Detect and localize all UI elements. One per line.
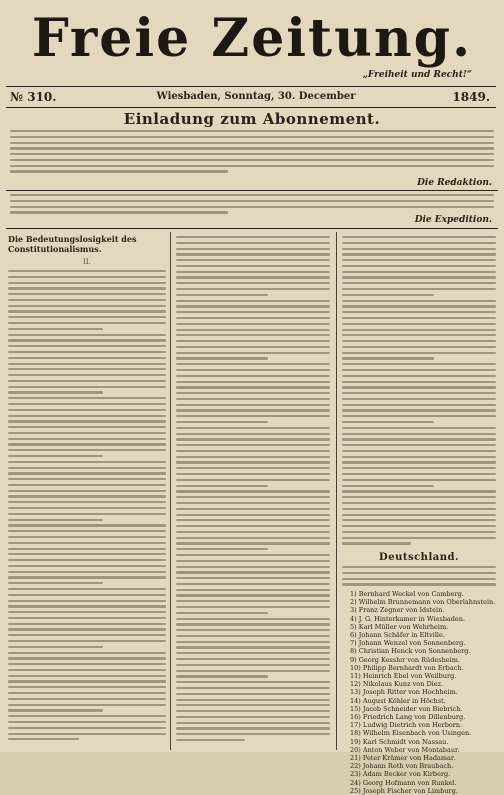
text-line	[176, 612, 268, 614]
masthead	[0, 4, 504, 74]
text-line	[342, 392, 496, 394]
text-line	[342, 253, 496, 255]
list-item: 1) Bernhard Weckel von Camberg.	[350, 590, 464, 598]
text-line	[176, 288, 330, 290]
text-line	[8, 461, 166, 463]
list-item: 9) Georg Kessler von Rüdesheim.	[350, 655, 460, 664]
text-line	[176, 739, 245, 741]
text-line	[8, 293, 166, 295]
deutschland-heading: Deutschland.	[379, 552, 459, 563]
text-line	[8, 391, 103, 393]
text-line	[8, 270, 166, 272]
list-item: 21) Peter Krämer von Hadamar.	[350, 754, 456, 763]
text-line	[176, 392, 330, 394]
text-line	[176, 253, 330, 255]
text-line	[8, 646, 103, 648]
text-line	[8, 611, 166, 613]
text-line	[8, 536, 166, 538]
deutschland-intro	[342, 566, 496, 589]
text-line	[176, 716, 330, 718]
text-line	[342, 305, 496, 307]
text-line	[8, 282, 166, 284]
text-line	[176, 479, 330, 481]
text-line	[342, 531, 496, 533]
text-line	[8, 310, 166, 312]
text-line	[342, 340, 496, 342]
text-line	[8, 519, 103, 521]
text-line	[10, 136, 494, 138]
text-line	[176, 305, 330, 307]
text-line	[8, 733, 166, 735]
text-line	[8, 675, 166, 677]
text-line	[8, 328, 103, 330]
text-line	[8, 501, 166, 503]
text-line	[342, 242, 496, 244]
text-line	[10, 194, 494, 196]
text-line	[8, 600, 166, 602]
text-line	[342, 415, 496, 417]
list-item: 16) Friedrich Lang von Dillenburg.	[350, 713, 466, 722]
text-line	[176, 531, 330, 533]
text-line	[8, 478, 166, 480]
text-line	[176, 311, 330, 313]
text-line	[176, 386, 330, 388]
list-item: 11) Heinrich Ebel von Weilburg.	[350, 672, 457, 681]
list-item: 12) Nikolaus Kunz von Diez.	[350, 680, 444, 689]
text-line	[8, 715, 166, 717]
text-line	[342, 271, 496, 273]
text-line	[342, 300, 496, 302]
text-line	[176, 693, 330, 695]
text-line	[342, 276, 496, 278]
text-line	[8, 548, 166, 550]
list-item: 24) Georg Hofmann von Runkel.	[350, 778, 457, 787]
text-line	[176, 646, 330, 648]
text-line	[342, 542, 411, 544]
text-line	[8, 605, 166, 607]
text-line	[8, 397, 166, 399]
list-item: 17) Ludwig Dietrich von Herborn.	[350, 721, 463, 730]
text-line	[8, 692, 166, 694]
text-line	[176, 566, 330, 568]
text-line	[176, 248, 330, 250]
text-line	[8, 513, 166, 515]
text-line	[176, 519, 330, 521]
text-line	[176, 329, 330, 331]
text-line	[8, 507, 166, 509]
text-line	[176, 722, 330, 724]
text-line	[342, 525, 496, 527]
list-item: 4) J. G. Hinterkamer in Wiesbaden.	[350, 614, 466, 623]
text-line	[342, 346, 496, 348]
text-line	[176, 461, 330, 463]
divider	[6, 228, 498, 229]
text-line	[8, 524, 166, 526]
text-line	[8, 652, 166, 654]
text-line	[342, 461, 496, 463]
text-line	[8, 565, 166, 567]
text-line	[8, 530, 166, 532]
text-line	[342, 508, 496, 510]
text-line	[342, 485, 434, 487]
text-line	[176, 259, 330, 261]
text-line	[8, 334, 166, 336]
text-line	[176, 490, 330, 492]
list-item: 10) Philipp Bernhardt von Erbach.	[350, 663, 464, 672]
text-line	[342, 334, 496, 336]
text-line	[8, 287, 166, 289]
text-line	[8, 380, 166, 382]
text-line	[176, 606, 330, 608]
text-line	[10, 142, 494, 144]
text-line	[8, 738, 79, 740]
text-line	[176, 618, 330, 620]
text-line	[8, 305, 166, 307]
list-item: 18) Wilhelm Eisenbach von Usingen.	[350, 729, 472, 738]
text-line	[176, 710, 330, 712]
text-line	[8, 467, 166, 469]
text-line	[176, 733, 330, 735]
text-line	[176, 271, 330, 273]
text-line	[8, 553, 166, 555]
text-line	[176, 317, 330, 319]
text-line	[176, 687, 330, 689]
text-line	[342, 357, 434, 359]
text-line	[176, 346, 330, 348]
text-line	[176, 363, 330, 365]
text-line	[8, 680, 166, 682]
text-line	[342, 329, 496, 331]
text-line	[176, 600, 330, 602]
text-line	[10, 206, 494, 208]
text-line	[8, 727, 166, 729]
text-line	[8, 374, 166, 376]
text-line	[176, 571, 330, 573]
text-line	[176, 421, 268, 423]
text-line	[342, 317, 496, 319]
text-line	[176, 352, 330, 354]
text-line	[8, 443, 166, 445]
text-line	[176, 300, 330, 302]
text-line	[176, 467, 330, 469]
text-line	[342, 479, 496, 481]
text-line	[8, 484, 166, 486]
column-middle-text	[176, 236, 330, 745]
text-line	[176, 548, 268, 550]
text-line	[176, 554, 330, 556]
text-line	[176, 404, 330, 406]
text-line	[176, 589, 330, 591]
divider	[6, 190, 498, 191]
text-line	[8, 316, 166, 318]
text-line	[8, 299, 166, 301]
text-line	[10, 165, 494, 167]
text-line	[342, 450, 496, 452]
text-line	[176, 681, 330, 683]
text-line	[176, 294, 268, 296]
text-line	[176, 664, 330, 666]
text-line	[8, 420, 166, 422]
expedition-signature: Die Expedition.	[414, 215, 492, 225]
text-line	[176, 357, 268, 359]
text-line	[10, 200, 494, 202]
text-line	[176, 514, 330, 516]
text-line	[8, 686, 166, 688]
text-line	[342, 514, 496, 516]
text-line	[342, 311, 496, 313]
masthead-title: Freie Zeitung.	[31, 8, 473, 69]
text-line	[176, 409, 330, 411]
text-line	[8, 426, 166, 428]
column-left-text	[8, 270, 166, 744]
text-line	[176, 542, 330, 544]
text-line	[8, 721, 166, 723]
list-item: 6) Johann Schäfer in Eltville.	[350, 631, 445, 640]
text-line	[176, 485, 268, 487]
text-line	[176, 473, 330, 475]
text-line	[176, 502, 330, 504]
list-item: 5) Karl Müller von Wehrheim.	[350, 622, 449, 631]
text-line	[8, 582, 103, 584]
text-line	[342, 537, 496, 539]
text-line	[176, 635, 330, 637]
text-line	[342, 288, 496, 290]
text-line	[10, 159, 494, 161]
text-line	[342, 467, 496, 469]
text-line	[8, 640, 166, 642]
text-line	[8, 588, 166, 590]
text-line	[342, 282, 496, 284]
list-item: 8) Christian Henck von Sonnenberg.	[350, 647, 471, 656]
list-item: 19) Karl Schmidt von Nassau.	[350, 737, 449, 746]
text-line	[176, 652, 330, 654]
text-line	[176, 369, 330, 371]
text-line	[10, 147, 494, 149]
text-line	[342, 409, 496, 411]
text-line	[8, 322, 166, 324]
issue-year: 1849.	[452, 90, 490, 104]
text-line	[8, 576, 166, 578]
text-line	[8, 409, 166, 411]
text-line	[176, 508, 330, 510]
name-list	[350, 590, 496, 795]
text-line	[176, 629, 330, 631]
text-line	[176, 525, 330, 527]
text-line	[8, 403, 166, 405]
text-line	[342, 259, 496, 261]
text-line	[8, 709, 103, 711]
article-section-numeral: II.	[83, 258, 91, 266]
text-line	[342, 352, 496, 354]
text-line	[176, 242, 330, 244]
subscription-notice	[10, 194, 494, 217]
text-line	[8, 628, 166, 630]
text-line	[8, 698, 166, 700]
text-line	[8, 663, 166, 665]
text-line	[176, 658, 330, 660]
text-line	[342, 490, 496, 492]
list-item: 2) Wilhelm Brunnemann von Oberlahnstein.	[350, 598, 496, 607]
text-line	[8, 704, 166, 706]
text-line	[342, 433, 496, 435]
text-line	[342, 398, 496, 400]
text-line	[10, 130, 494, 132]
text-line	[342, 248, 496, 250]
text-line	[342, 375, 496, 377]
text-line	[10, 153, 494, 155]
text-line	[176, 675, 268, 677]
text-line	[342, 578, 496, 580]
text-line	[8, 415, 166, 417]
text-line	[176, 699, 330, 701]
text-line	[176, 398, 330, 400]
text-line	[8, 438, 166, 440]
text-line	[8, 657, 166, 659]
column-rule	[170, 232, 171, 750]
text-line	[8, 490, 166, 492]
text-line	[176, 537, 330, 539]
text-line	[342, 236, 496, 238]
text-line	[342, 386, 496, 388]
invitation-body	[10, 130, 494, 176]
column-rule	[336, 232, 337, 750]
text-line	[176, 623, 330, 625]
list-item: 7) Johann Wenzel von Sonnenberg.	[350, 639, 466, 648]
text-line	[8, 449, 166, 451]
list-item: 22) Johann Roth von Braubach.	[350, 762, 454, 771]
text-line	[8, 669, 166, 671]
text-line	[176, 334, 330, 336]
text-line	[176, 594, 330, 596]
text-line	[8, 472, 166, 474]
text-line	[342, 438, 496, 440]
text-line	[8, 357, 166, 359]
text-line	[8, 623, 166, 625]
text-line	[8, 559, 166, 561]
dateline-bar	[6, 86, 496, 108]
text-line	[8, 368, 166, 370]
place-date: Wiesbaden, Sonntag, 30. December	[156, 91, 356, 102]
text-line	[342, 572, 496, 574]
text-line	[8, 386, 166, 388]
text-line	[342, 456, 496, 458]
text-line	[8, 495, 166, 497]
text-line	[10, 170, 228, 172]
text-line	[8, 594, 166, 596]
list-item: 14) August Köhler in Höchst.	[350, 696, 446, 705]
invitation-signature: Die Redaktion.	[417, 178, 492, 188]
text-line	[176, 450, 330, 452]
text-line	[342, 583, 496, 585]
text-line	[8, 432, 166, 434]
text-line	[176, 340, 330, 342]
text-line	[342, 444, 496, 446]
text-line	[176, 236, 330, 238]
text-line	[10, 211, 228, 213]
invitation-title: Einladung zum Abonnement.	[123, 110, 381, 128]
text-line	[342, 369, 496, 371]
list-item: 3) Franz Zegner von Idstein.	[350, 606, 445, 615]
text-line	[342, 265, 496, 267]
text-line	[342, 363, 496, 365]
text-line	[176, 282, 330, 284]
text-line	[342, 421, 434, 423]
text-line	[176, 456, 330, 458]
text-line	[342, 381, 496, 383]
text-line	[176, 276, 330, 278]
text-line	[8, 363, 166, 365]
list-item: 20) Anton Weber von Montabaur.	[350, 745, 460, 754]
text-line	[176, 727, 330, 729]
text-line	[176, 670, 330, 672]
masthead-slogan: „Freiheit und Recht!“	[362, 70, 472, 80]
text-line	[176, 704, 330, 706]
text-line	[176, 375, 330, 377]
text-line	[8, 339, 166, 341]
issue-number: № 310.	[10, 90, 57, 104]
text-line	[176, 438, 330, 440]
text-line	[342, 519, 496, 521]
text-line	[176, 415, 330, 417]
text-line	[176, 577, 330, 579]
text-line	[342, 323, 496, 325]
text-line	[8, 617, 166, 619]
text-line	[8, 455, 103, 457]
text-line	[8, 345, 166, 347]
text-line	[176, 583, 330, 585]
text-line	[176, 323, 330, 325]
article-title: Die Bedeutungslosigkeit des Constitutionalismus.	[8, 234, 137, 254]
text-line	[176, 560, 330, 562]
text-line	[176, 641, 330, 643]
text-line	[176, 433, 330, 435]
list-item: 13) Joseph Ritter von Hochheim.	[350, 688, 458, 697]
list-item: 25) Joseph Fischer von Limburg.	[350, 786, 458, 795]
text-line	[176, 444, 330, 446]
text-line	[342, 427, 496, 429]
text-line	[8, 351, 166, 353]
text-line	[342, 566, 496, 568]
column-right-text	[342, 236, 496, 548]
list-item: 23) Adam Becker von Kirberg.	[350, 770, 451, 779]
text-line	[8, 542, 166, 544]
text-line	[342, 404, 496, 406]
text-line	[176, 427, 330, 429]
text-line	[8, 276, 166, 278]
text-line	[342, 294, 434, 296]
list-item: 15) Jacob Schneider von Biebrich.	[350, 704, 463, 713]
text-line	[176, 381, 330, 383]
text-line	[342, 502, 496, 504]
text-line	[342, 473, 496, 475]
text-line	[8, 634, 166, 636]
text-line	[8, 571, 166, 573]
text-line	[342, 496, 496, 498]
text-line	[176, 496, 330, 498]
text-line	[176, 265, 330, 267]
